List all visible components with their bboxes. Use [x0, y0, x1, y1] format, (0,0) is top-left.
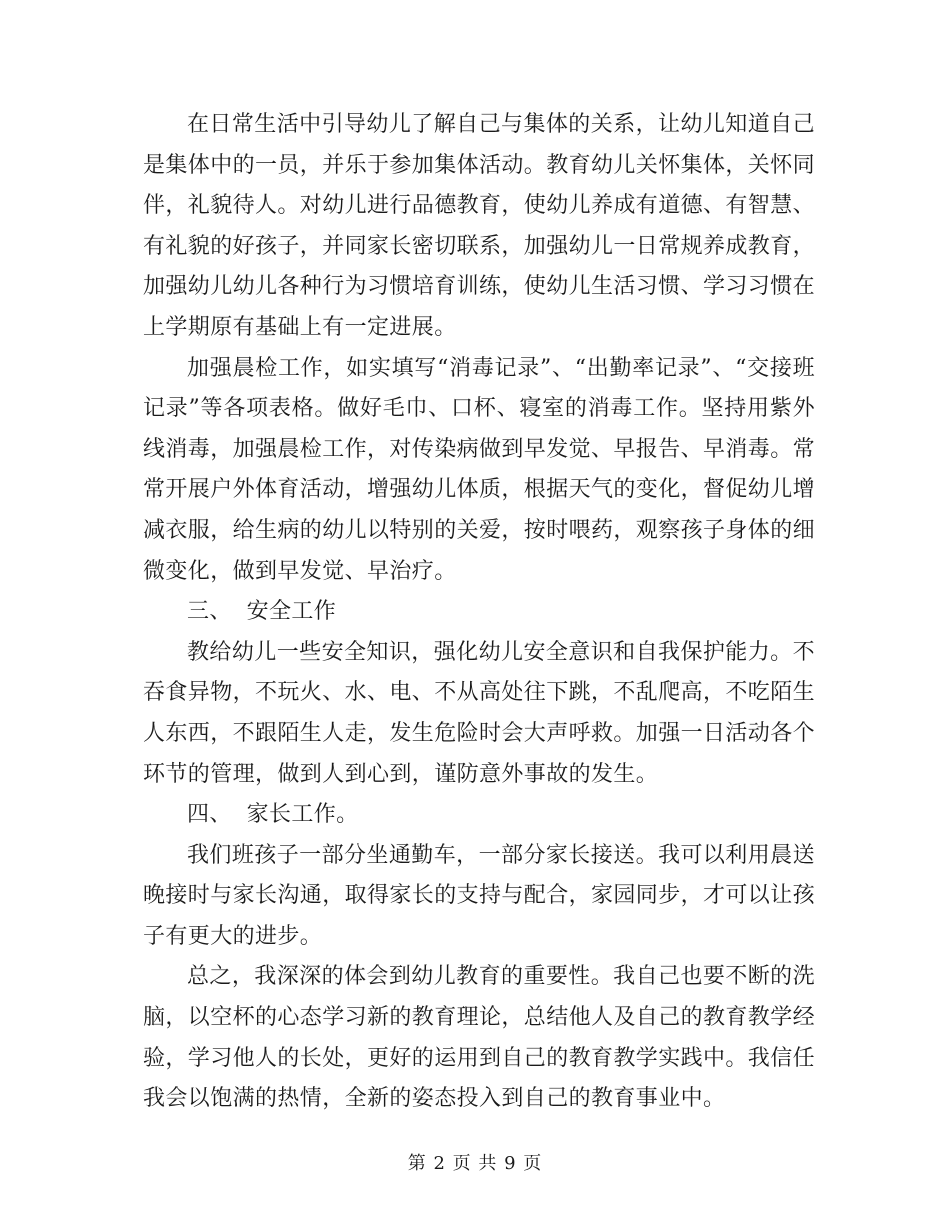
paragraph-parents: 我们班孩子一部分坐通勤车，一部分家长接送。我可以利用晨送晚接时与家长沟通，取得家长的支持与配合，家园同步，才可以让孩子有更大的进步。	[143, 842, 816, 949]
paragraph-safety: 教给幼儿一些安全知识，强化幼儿安全意识和自我保护能力。不吞食异物，不玩火、水、电、不从高处往下跳，不乱爬高，不吃陌生人东西，不跟陌生人走，发生危险时会大声呼救。加强一日活动各个环节的管理，做到人到心到，谨防意外事故的发生。	[143, 639, 816, 787]
section-heading-parents: 四、 家长工作。	[187, 802, 359, 828]
paragraph-daily-life: 在日常生活中引导幼儿了解自己与集体的关系，让幼儿知道自己是集体中的一员，并乐于参加集体活动。教育幼儿关怀集体，关怀同伴，礼貌待人。对幼儿进行品德教育，使幼儿养成有道德、有智慧、有礼貌的好孩子，并同家长密切联系，加强幼儿一日常规养成教育，加强幼儿幼儿各种行为习惯培育训练，使幼儿生活习惯、学习习惯在上学期原有基础上有一定进展。	[143, 112, 816, 340]
paragraph-health-care: 加强晨检工作，如实填写“消毒记录”、“出勤率记录”、“交接班记录”等各项表格。做好毛巾、口杯、寝室的消毒工作。坚持用紫外线消毒，加强晨检工作，对传染病做到早发觉、早报告、早消毒。常常开展户外体育活动，增强幼儿体质，根据天气的变化，督促幼儿增减衣服，给生病的幼儿以特别的关爱，按时喂药，观察孩子身体的细微变化，做到早发觉、早治疗。	[143, 355, 816, 584]
section-heading-safety: 三、 安全工作	[187, 599, 337, 625]
page-number-footer: 第 2 页 共 9 页	[407, 1153, 543, 1174]
paragraph-summary: 总之，我深深的体会到幼儿教育的重要性。我自己也要不断的洗脑，以空杯的心态学习新的教育理论，总结他人及自己的教育教学经验，学习他人的长处，更好的运用到自己的教育教学实践中。我信任我会以饱满的热情，全新的姿态投入到自己的教育事业中。	[143, 964, 816, 1112]
document-body	[143, 105, 815, 1120]
